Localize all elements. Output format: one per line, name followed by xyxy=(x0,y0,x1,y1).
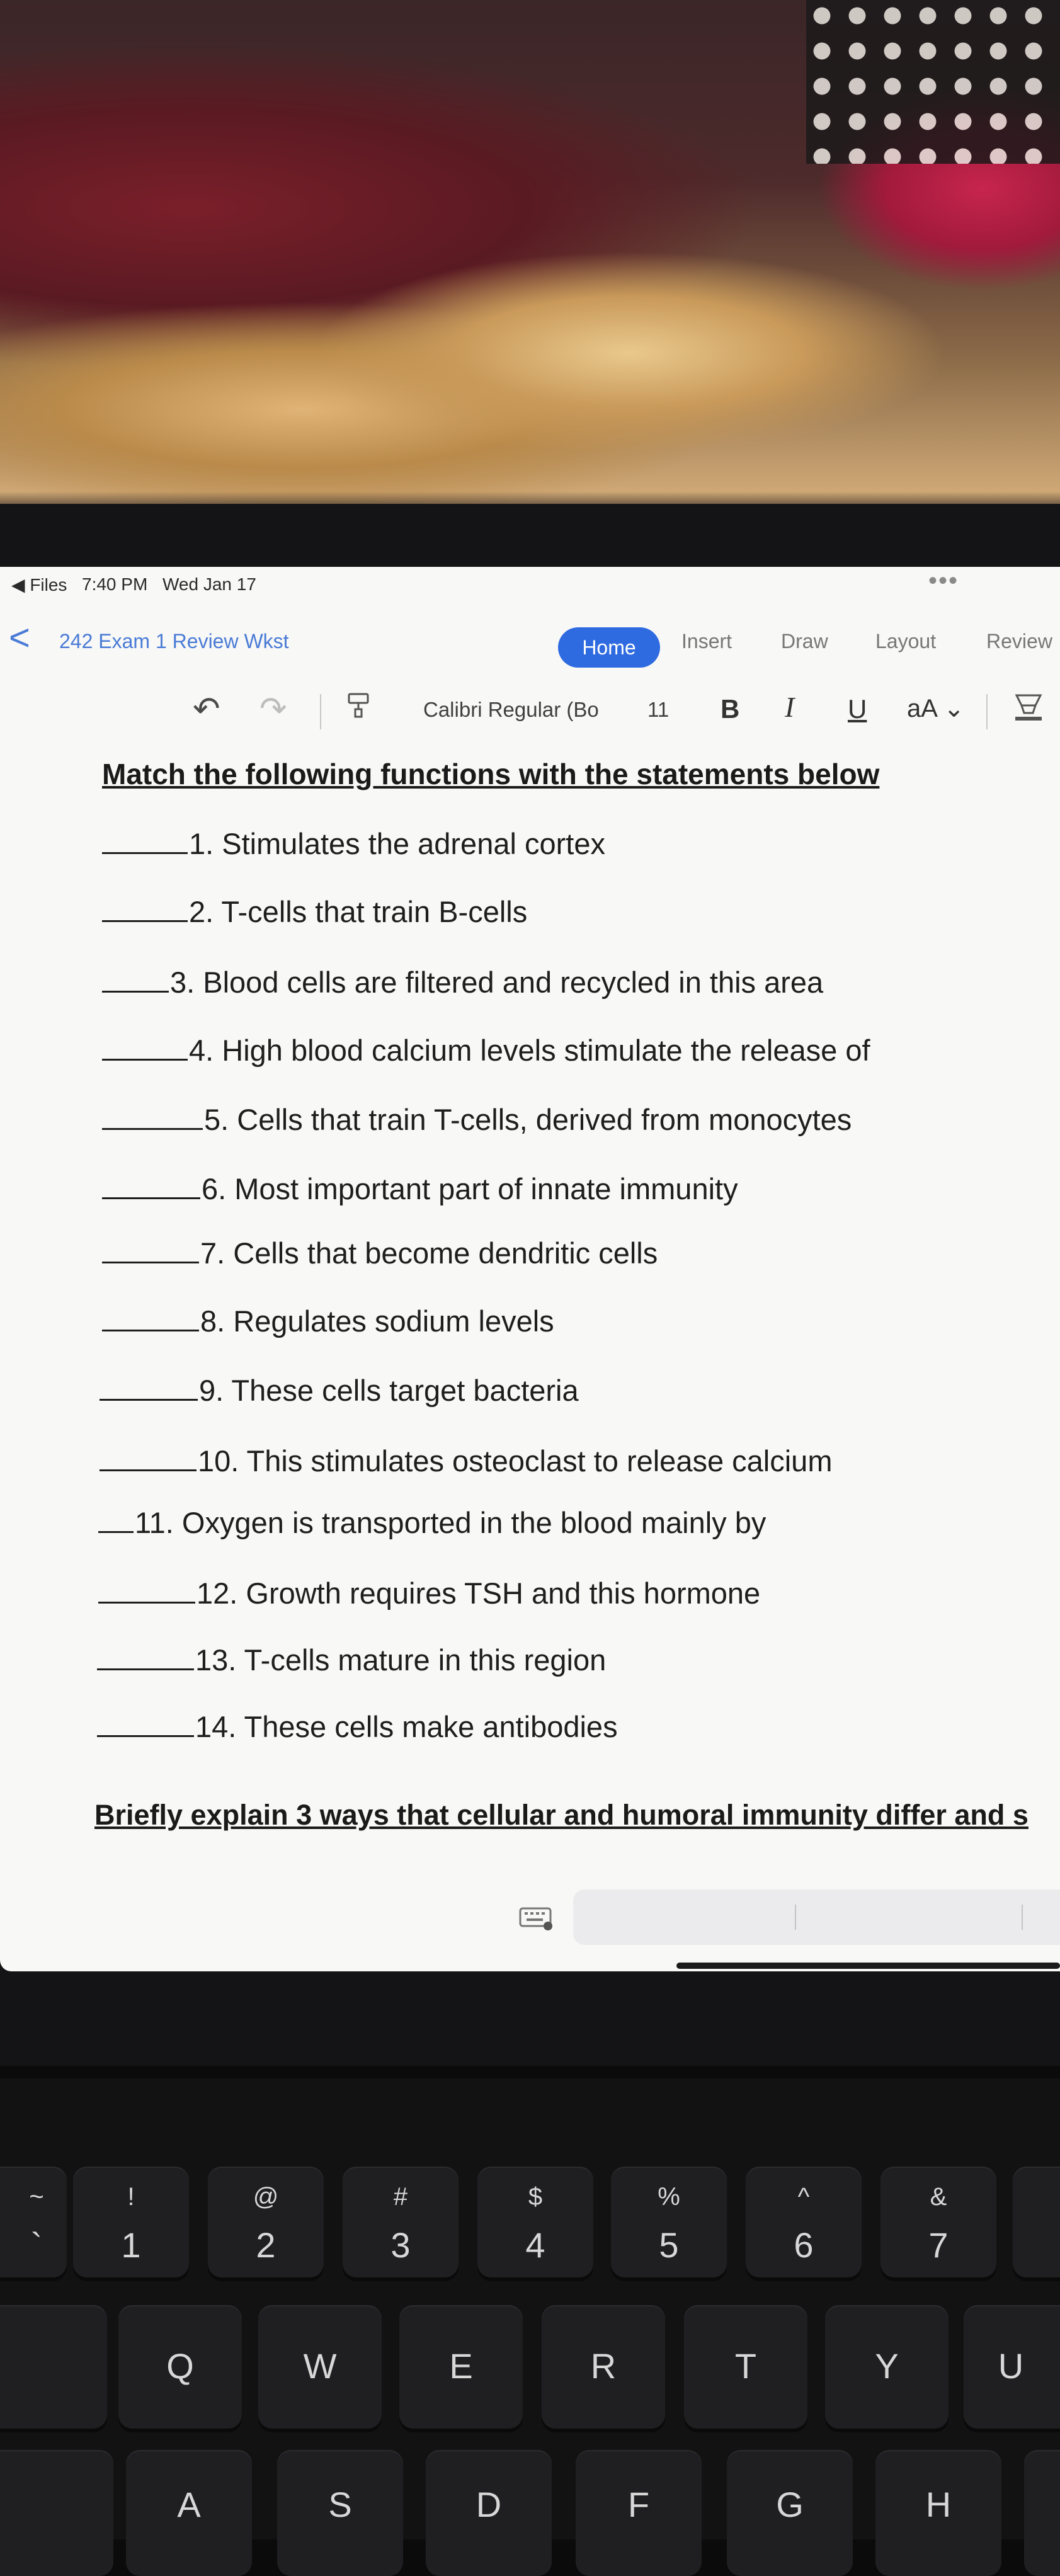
key-8[interactable] xyxy=(1013,2167,1060,2277)
question-2[interactable] xyxy=(102,894,527,929)
accessory-divider xyxy=(795,1905,796,1930)
key-label: G xyxy=(776,2485,804,2524)
redo-icon[interactable]: ↷ xyxy=(259,691,287,727)
question-text: 13. T-cells mature in this region xyxy=(195,1643,607,1677)
answer-blank[interactable] xyxy=(100,1467,197,1471)
key-label: 6 xyxy=(794,2225,814,2265)
question-text: 6. Most important part of innate immunity xyxy=(202,1172,738,1205)
key-w[interactable] xyxy=(258,2305,382,2429)
key-g[interactable] xyxy=(727,2450,853,2576)
key-label: 7 xyxy=(928,2225,949,2265)
tab-home[interactable]: Home xyxy=(558,627,660,668)
key-label: W xyxy=(303,2346,337,2386)
physical-keyboard xyxy=(0,2078,1060,2539)
key-label: Q xyxy=(166,2346,194,2386)
more-options-icon[interactable]: ••• xyxy=(928,567,959,595)
question-text: 9. These cells target bacteria xyxy=(199,1374,579,1407)
question-4[interactable] xyxy=(102,1033,870,1068)
key-f[interactable] xyxy=(576,2450,702,2576)
answer-blank[interactable] xyxy=(97,1666,194,1670)
key-3[interactable] xyxy=(343,2167,459,2277)
key-label: 5 xyxy=(659,2225,679,2265)
key-label: F xyxy=(627,2485,650,2524)
key-backtick[interactable] xyxy=(0,2167,67,2277)
key-symbol: $ xyxy=(528,2183,543,2211)
key-label: Y xyxy=(875,2346,899,2386)
key-tab[interactable] xyxy=(0,2305,107,2429)
status-back-to-files[interactable]: ◀ Files xyxy=(11,575,67,595)
key-caps[interactable] xyxy=(0,2450,113,2576)
background-pattern xyxy=(806,0,1060,164)
question-1[interactable] xyxy=(102,826,605,861)
key-label: 1 xyxy=(121,2225,141,2265)
key-y[interactable] xyxy=(825,2305,949,2429)
key-r[interactable] xyxy=(542,2305,665,2429)
answer-blank[interactable] xyxy=(102,1056,188,1061)
question-text: 12. Growth requires TSH and this hormone xyxy=(197,1576,761,1610)
answer-blank[interactable] xyxy=(102,1126,203,1130)
tab-layout[interactable]: Layout xyxy=(875,630,937,653)
bold-icon[interactable]: B xyxy=(721,694,740,724)
ribbon-toolbar xyxy=(0,678,1060,741)
tab-review[interactable]: Review xyxy=(986,630,1052,653)
answer-blank[interactable] xyxy=(98,1529,134,1533)
question-text: 8. Regulates sodium levels xyxy=(200,1304,554,1338)
question-text: 10. This stimulates osteoclast to release calcium xyxy=(198,1444,833,1478)
key-label: 3 xyxy=(390,2225,411,2265)
key-7[interactable] xyxy=(880,2167,996,2277)
key-t[interactable] xyxy=(684,2305,807,2429)
key-label: A xyxy=(177,2485,201,2524)
key-d[interactable] xyxy=(426,2450,552,2576)
highlighter-icon[interactable] xyxy=(1013,692,1044,722)
answer-blank[interactable] xyxy=(97,1733,194,1737)
question-3[interactable] xyxy=(102,965,823,1000)
input-accessory-bar[interactable] xyxy=(573,1889,1060,1945)
document-title[interactable]: 242 Exam 1 Review Wkst xyxy=(59,630,289,653)
key-label: H xyxy=(925,2485,952,2524)
italic-icon[interactable]: I xyxy=(785,691,795,723)
question-text: 7. Cells that become dendritic cells xyxy=(200,1236,658,1270)
key-label: 2 xyxy=(256,2225,276,2265)
word-app-screen xyxy=(0,567,1060,1971)
status-date: Wed Jan 17 xyxy=(162,574,256,594)
key-symbol: & xyxy=(930,2183,947,2211)
question-text: 4. High blood calcium levels stimulate the release of xyxy=(189,1034,870,1067)
status-time: 7:40 PM xyxy=(82,574,148,594)
key-4[interactable] xyxy=(477,2167,593,2277)
key-label: R xyxy=(590,2346,617,2386)
answer-blank[interactable] xyxy=(100,1396,198,1401)
key-label: 4 xyxy=(525,2225,545,2265)
keyboard-icon[interactable] xyxy=(519,1906,554,1931)
answer-blank[interactable] xyxy=(102,1327,199,1331)
key-label: ` xyxy=(30,2225,43,2265)
key-symbol: @ xyxy=(253,2183,279,2211)
toolbar-divider xyxy=(320,694,321,729)
key-symbol: # xyxy=(393,2183,408,2211)
key-symbol: % xyxy=(658,2183,680,2211)
key-symbol: ! xyxy=(127,2183,135,2211)
key-u[interactable] xyxy=(964,2305,1060,2429)
answer-blank[interactable] xyxy=(102,1259,199,1263)
key-label: U xyxy=(998,2346,1024,2386)
key-label: S xyxy=(328,2485,352,2524)
question-text: 3. Blood cells are filtered and recycled in this area xyxy=(170,966,824,999)
tab-draw[interactable]: Draw xyxy=(781,630,828,653)
question-text: 1. Stimulates the adrenal cortex xyxy=(189,827,605,860)
question-9[interactable] xyxy=(100,1373,579,1408)
key-5[interactable] xyxy=(611,2167,727,2277)
format-painter-icon[interactable] xyxy=(348,693,369,718)
home-indicator[interactable] xyxy=(676,1963,1060,1969)
question-text: 14. These cells make antibodies xyxy=(195,1710,618,1743)
question-text: 11. Oxygen is transported in the blood mainly by xyxy=(135,1506,767,1539)
question-13[interactable] xyxy=(97,1643,606,1677)
answer-blank[interactable] xyxy=(98,1599,195,1604)
font-size-selector[interactable]: 11 xyxy=(647,698,670,721)
question-text: 5. Cells that train T-cells, derived from monocytes xyxy=(204,1103,852,1136)
answer-blank[interactable] xyxy=(102,988,169,993)
key-symbol: ^ xyxy=(797,2183,810,2211)
key-q[interactable] xyxy=(118,2305,242,2429)
question-11[interactable] xyxy=(98,1505,766,1540)
toolbar-divider xyxy=(986,694,988,729)
key-label: D xyxy=(476,2485,502,2524)
question-12[interactable] xyxy=(98,1576,760,1610)
back-chevron-icon[interactable]: < xyxy=(9,617,30,658)
key-1[interactable] xyxy=(73,2167,189,2277)
question-6[interactable] xyxy=(102,1171,738,1206)
answer-blank[interactable] xyxy=(102,918,188,922)
key-2[interactable] xyxy=(208,2167,324,2277)
undo-icon[interactable]: ↶ xyxy=(193,691,220,727)
key-e[interactable] xyxy=(399,2305,523,2429)
question-14[interactable] xyxy=(97,1709,618,1744)
question-5[interactable] xyxy=(102,1102,852,1137)
question-7[interactable] xyxy=(102,1236,658,1270)
question-8[interactable] xyxy=(102,1304,554,1338)
answer-blank[interactable] xyxy=(102,850,188,854)
change-case-icon[interactable]: aA ⌄ xyxy=(907,695,965,722)
font-name-selector[interactable]: Calibri Regular (Bo xyxy=(423,698,599,721)
accessory-divider xyxy=(1022,1905,1023,1930)
key-label: E xyxy=(449,2346,473,2386)
question-text: 2. T-cells that train B-cells xyxy=(189,895,528,928)
key-a[interactable] xyxy=(126,2450,252,2576)
key-symbol: ~ xyxy=(29,2183,44,2211)
section-heading: Briefly explain 3 ways that cellular and humoral immunity differ and s xyxy=(94,1799,1029,1831)
answer-blank[interactable] xyxy=(102,1195,200,1199)
key-j[interactable] xyxy=(1024,2450,1060,2576)
underline-icon[interactable]: U xyxy=(848,694,867,724)
key-h[interactable] xyxy=(875,2450,1001,2576)
worksheet-heading: Match the following functions with the statements below xyxy=(102,758,880,790)
key-label: T xyxy=(734,2346,757,2386)
key-s[interactable] xyxy=(277,2450,403,2576)
tab-insert[interactable]: Insert xyxy=(681,630,732,653)
question-10[interactable] xyxy=(100,1444,832,1478)
key-6[interactable] xyxy=(746,2167,862,2277)
